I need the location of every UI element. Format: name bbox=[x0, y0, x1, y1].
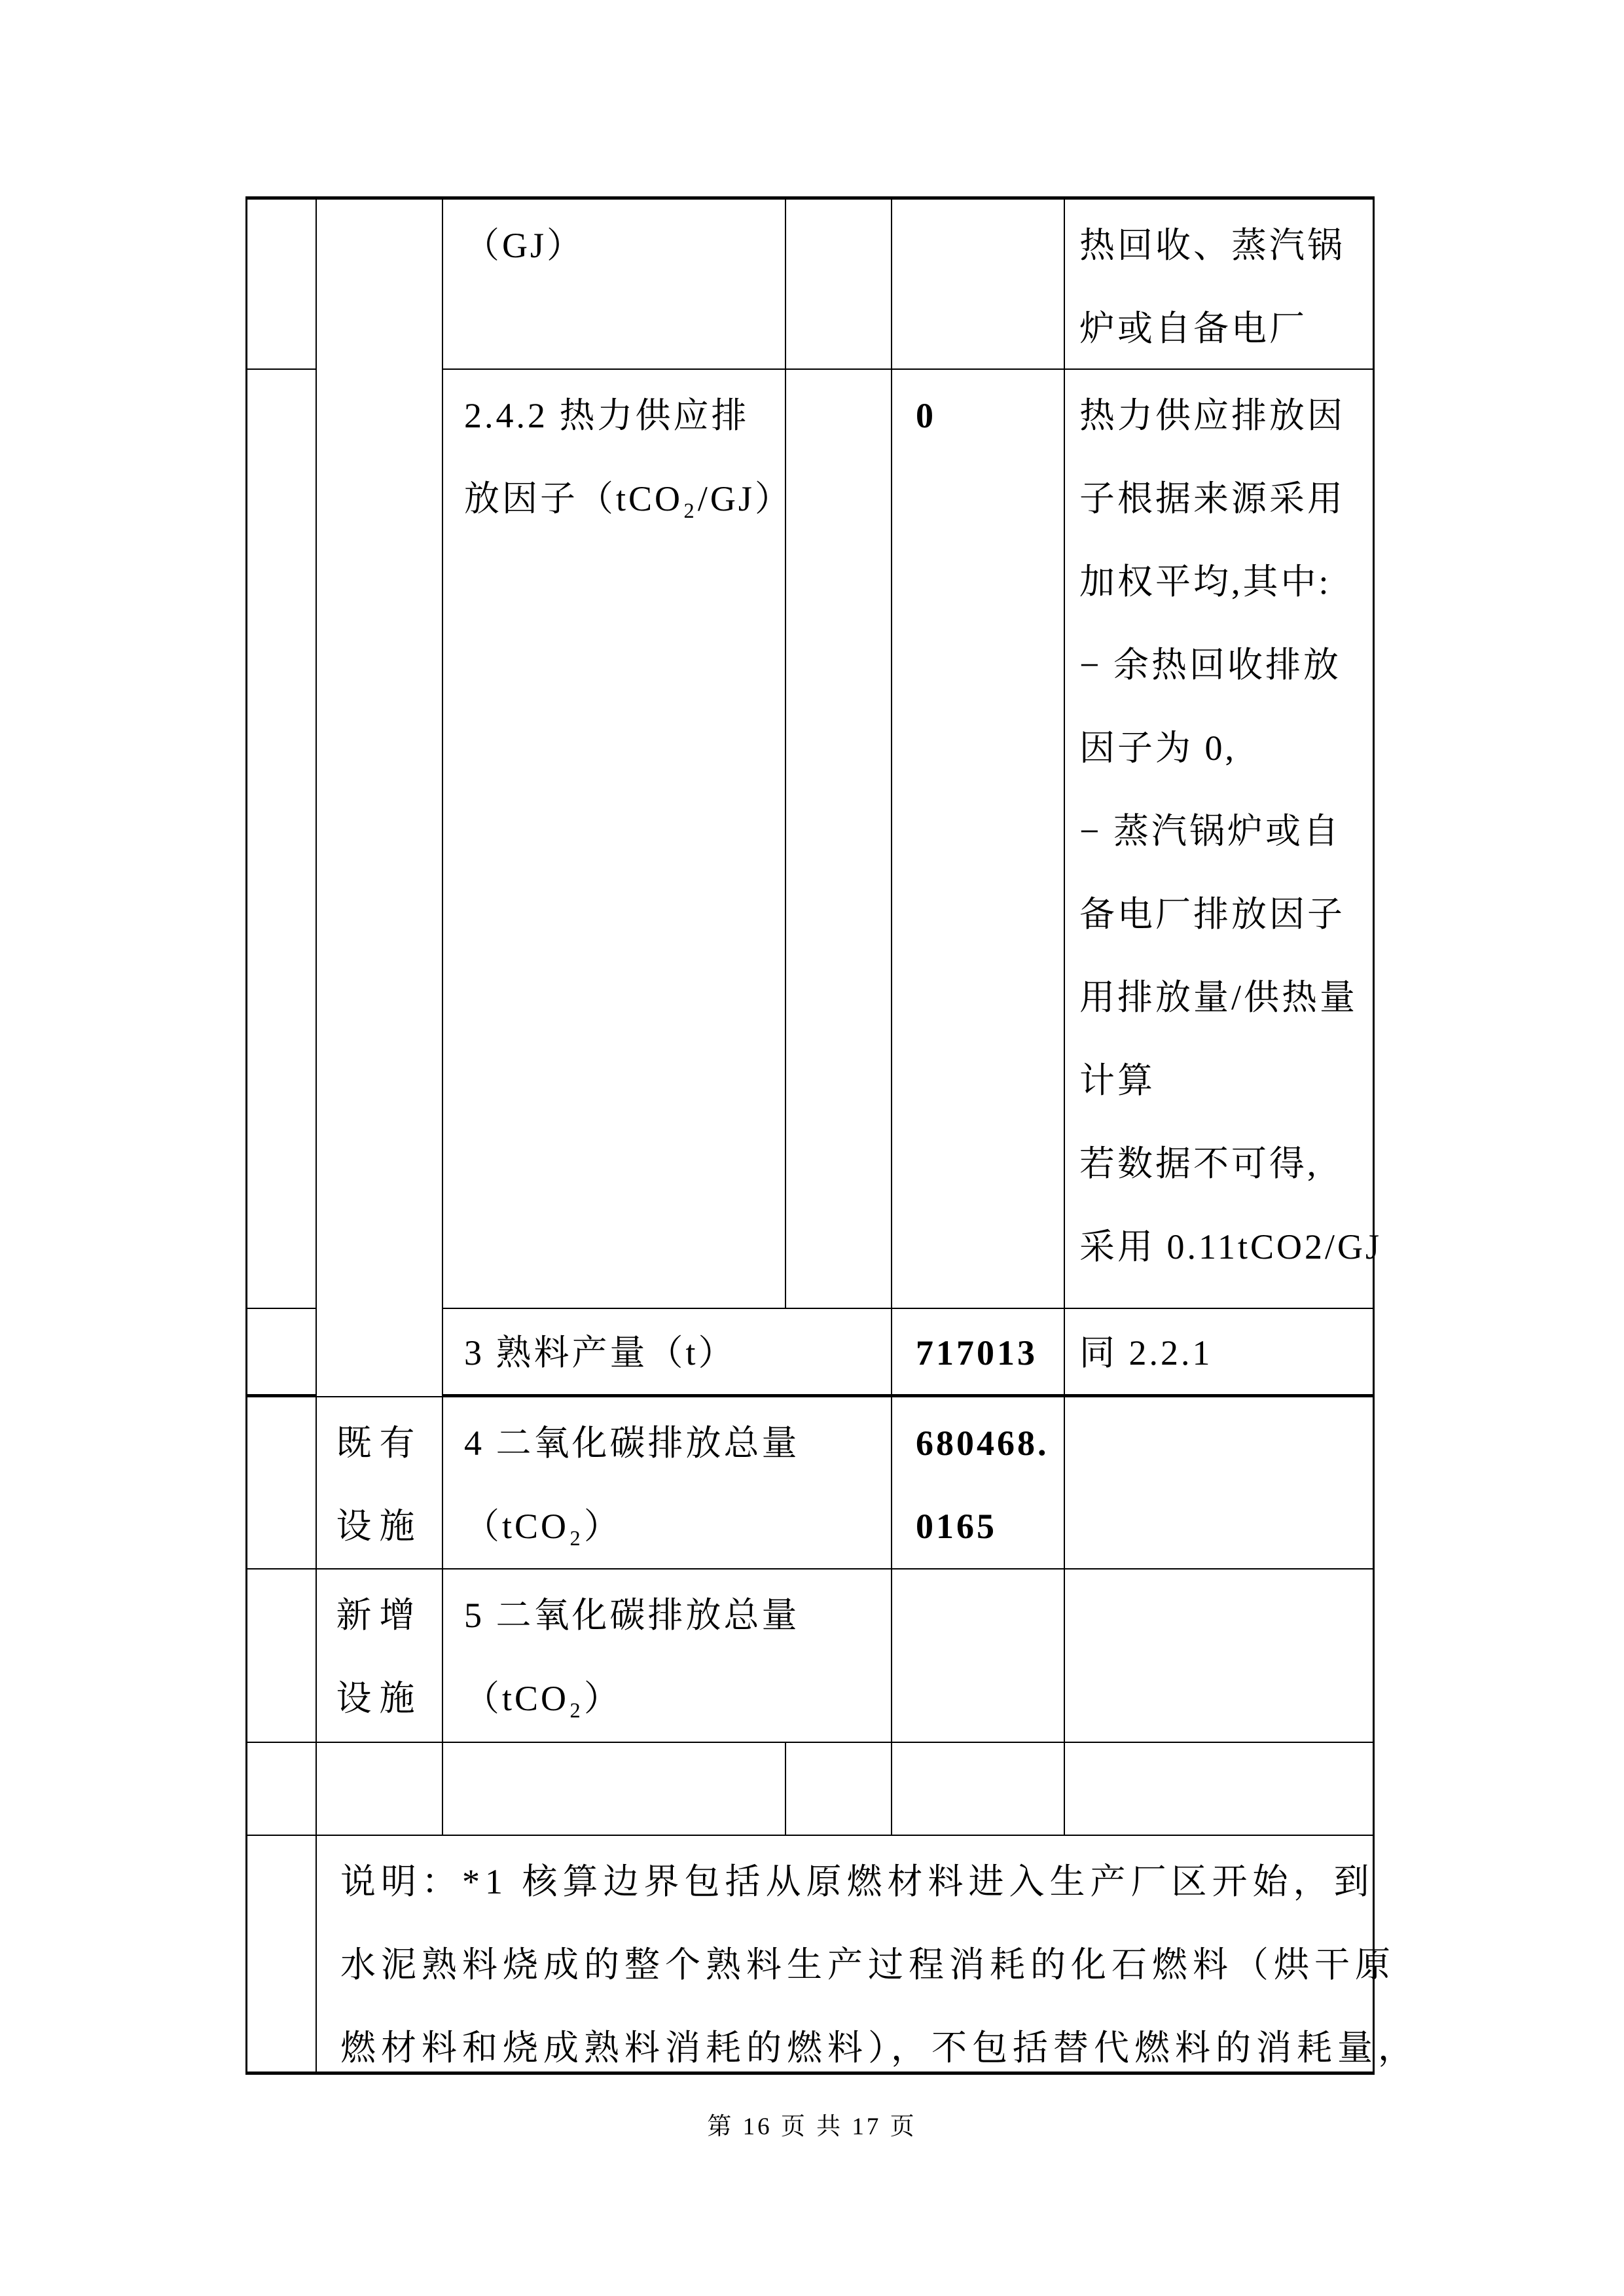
cell-facility-merged bbox=[317, 200, 443, 1397]
text-line: 说明：*1 核算边界包括从原燃材料进入生产厂区开始，到 bbox=[340, 1862, 1375, 1901]
text-line: 5 二氧化碳排放总量 bbox=[464, 1596, 800, 1635]
cell-e-value bbox=[892, 1570, 1065, 1743]
cell-a-value bbox=[892, 200, 1065, 370]
text-line: 热回收、蒸汽锅 bbox=[1079, 226, 1345, 265]
text-line: 燃材料和烧成熟料消耗的燃料），不包括替代燃料的消耗量， bbox=[340, 2028, 1418, 2068]
cell-e-indicator bbox=[443, 1570, 892, 1743]
text-line: 用排放量/供热量 bbox=[1079, 978, 1358, 1017]
text-line: 子根据来源采用 bbox=[1079, 479, 1345, 518]
text-line: 水泥熟料烧成的整个熟料生产过程消耗的化石燃料（烘干原 bbox=[340, 1945, 1396, 1984]
cell-d-indicator bbox=[443, 1397, 892, 1570]
cell-b-col1 bbox=[247, 370, 317, 1309]
text-line: 同 2.2.1 bbox=[1079, 1333, 1213, 1372]
text-line: 4 二氧化碳排放总量 bbox=[464, 1424, 800, 1463]
text-line: 设施 bbox=[336, 1507, 423, 1546]
cell-c-indicator bbox=[443, 1309, 892, 1397]
cell-f-col1 bbox=[247, 1743, 317, 1836]
cell-f-col2 bbox=[317, 1743, 443, 1836]
cell-d-col1 bbox=[247, 1397, 317, 1570]
cell-f-col4 bbox=[786, 1743, 892, 1836]
cell-c-remark bbox=[1065, 1309, 1373, 1397]
cell-notes bbox=[317, 1836, 1418, 2072]
cell-a-remark bbox=[1065, 200, 1373, 370]
text-line: − 蒸汽锅炉或自 bbox=[1079, 812, 1341, 851]
text-line: 3 熟料产量（t） bbox=[464, 1333, 736, 1372]
text-line: − 余热回收排放 bbox=[1079, 645, 1341, 685]
text-line: 既有 bbox=[336, 1424, 423, 1463]
cell-c-value bbox=[892, 1309, 1065, 1397]
cell-f-col5 bbox=[892, 1743, 1065, 1836]
text-line: 采用 0.11tCO2/GJ bbox=[1079, 1227, 1382, 1266]
text-line: （tCO₂） bbox=[464, 1679, 622, 1718]
text-line: 因子为 0, bbox=[1079, 728, 1236, 768]
text-line: 2.4.2 热力供应排 bbox=[464, 396, 749, 435]
cell-b-value bbox=[892, 370, 1065, 1309]
text-line: 炉或自备电厂 bbox=[1079, 309, 1307, 348]
emissions-table bbox=[245, 196, 1418, 2075]
cell-f-col3 bbox=[443, 1743, 786, 1836]
page-footer: 第 16 页 共 17 页 bbox=[707, 2113, 917, 2140]
cell-a-col4 bbox=[786, 200, 892, 370]
cell-e-col1 bbox=[247, 1570, 317, 1743]
text-line: 设施 bbox=[336, 1679, 423, 1718]
text-line: 热力供应排放因 bbox=[1079, 396, 1345, 435]
cell-b-indicator bbox=[443, 370, 793, 1309]
cell-c-col1 bbox=[247, 1309, 317, 1397]
value-text: 0 bbox=[916, 396, 936, 435]
cell-d-remark bbox=[1065, 1397, 1373, 1570]
value-text: 0165 bbox=[916, 1507, 997, 1546]
text-line: （tCO₂） bbox=[464, 1507, 622, 1546]
cell-e-remark bbox=[1065, 1570, 1373, 1743]
cell-d-facility bbox=[317, 1397, 443, 1570]
cell-d-value bbox=[892, 1397, 1065, 1570]
cell-e-facility bbox=[317, 1570, 443, 1743]
cell-a-indicator bbox=[443, 200, 786, 370]
cell-g-col1 bbox=[247, 1836, 317, 2072]
text-line: 若数据不可得, bbox=[1079, 1144, 1319, 1183]
text-line: （GJ） bbox=[464, 226, 585, 265]
cell-a-col1 bbox=[247, 200, 317, 370]
text-line: 计算 bbox=[1079, 1061, 1155, 1100]
value-text: 717013 bbox=[916, 1333, 1038, 1372]
text-line: 加权平均,其中: bbox=[1079, 562, 1331, 601]
cell-f-col6 bbox=[1065, 1743, 1373, 1836]
cell-b-remark bbox=[1065, 370, 1382, 1309]
text-line: 放因子（tCO₂/GJ） bbox=[464, 479, 793, 518]
cell-b-col4 bbox=[786, 370, 892, 1309]
value-text: 680468. bbox=[916, 1424, 1049, 1463]
text-line: 备电厂排放因子 bbox=[1079, 895, 1345, 934]
text-line: 新增 bbox=[336, 1596, 423, 1635]
